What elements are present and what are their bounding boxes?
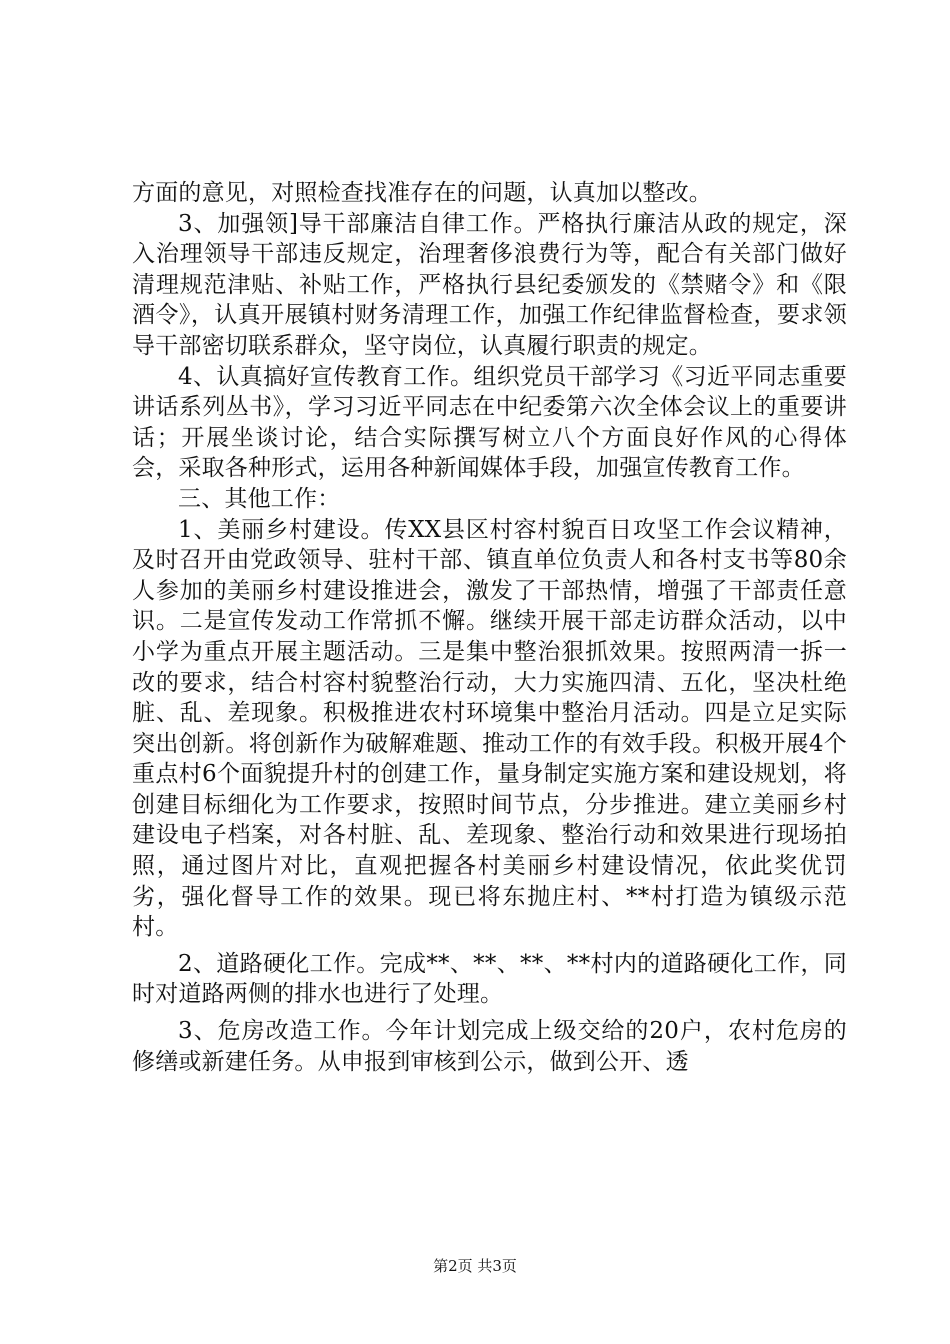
paragraph-dangerous-housing: 3、危房改造工作。今年计划完成上级交给的20户，农村危房的修缮或新建任务。从申报到审核到公示，做到公开、透: [132, 1018, 847, 1075]
paragraph-continuation: 方面的意见，对照检查找准存在的问题，认真加以整改。: [132, 180, 712, 206]
page-footer: 第2页 共3页: [433, 1257, 517, 1275]
paragraph-item-3-self-discipline: 3、加强领]导干部廉洁自律工作。严格执行廉洁从政的规定，深入治理领导干部违反规定，治理奢侈浪费行为等，配合有关部门做好清理规范津贴、补贴工作，严格执行县纪委颁发的《禁赌令》和《限酒令》，认真开展镇村财务清理工作，加强工作纪律监督检查，要求领导干部密切联系群众，坚守岗位，认真履行职责的规定。: [132, 210, 847, 359]
paragraph-beautiful-village: 1、美丽乡村建设。传XX县区村容村貌百日攻坚工作会议精神，及时召开由党政领导、驻村干部、镇直单位负责人和各村支书等80余人参加的美丽乡村建设推进会，激发了干部热情，增强了干部责任意识。二是宣传发动工作常抓不懈。继续开展干部走访群众活动，以中小学为重点开展主题活动。三是集中整治狠抓效果。按照两清一拆一改的要求，结合村容村貌整治行动，大力实施四清、五化，坚决杜绝脏、乱、差现象。积极推进农村环境集中整治月活动。四是立足实际突出创新。将创新作为破解难题、推动工作的有效手段。积极开展4个重点村6个面貌提升村的创建工作，量身制定实施方案和建设规划，将创建目标细化为工作要求，按照时间节点，分步推进。建立美丽乡村建设电子档案，对各村脏、乱、差现象、整治行动和效果进行现场拍照，通过图片对比，直观把握各村美丽乡村建设情况，依此奖优罚劣，强化督导工作的效果。现已将东抛庄村、**村打造为镇级示范村。: [132, 516, 847, 941]
paragraph-road-hardening: 2、道路硬化工作。完成**、**、**、**村内的道路硬化工作，同时对道路两侧的排水也进行了处理。: [132, 950, 847, 1008]
paragraph-item-4-publicity: 4、认真搞好宣传教育工作。组织党员干部学习《习近平同志重要讲话系列丛书》，学习习近平同志在中纪委第六次全体会议上的重要讲话；开展坐谈讨论，结合实际撰写树立八个方面良好作风的心得体会，采取各种形式，运用各种新闻媒体手段，加强宣传教育工作。: [132, 363, 847, 482]
document-body: [132, 178, 847, 1077]
section-heading-other-work: 三、其他工作：: [178, 485, 341, 512]
